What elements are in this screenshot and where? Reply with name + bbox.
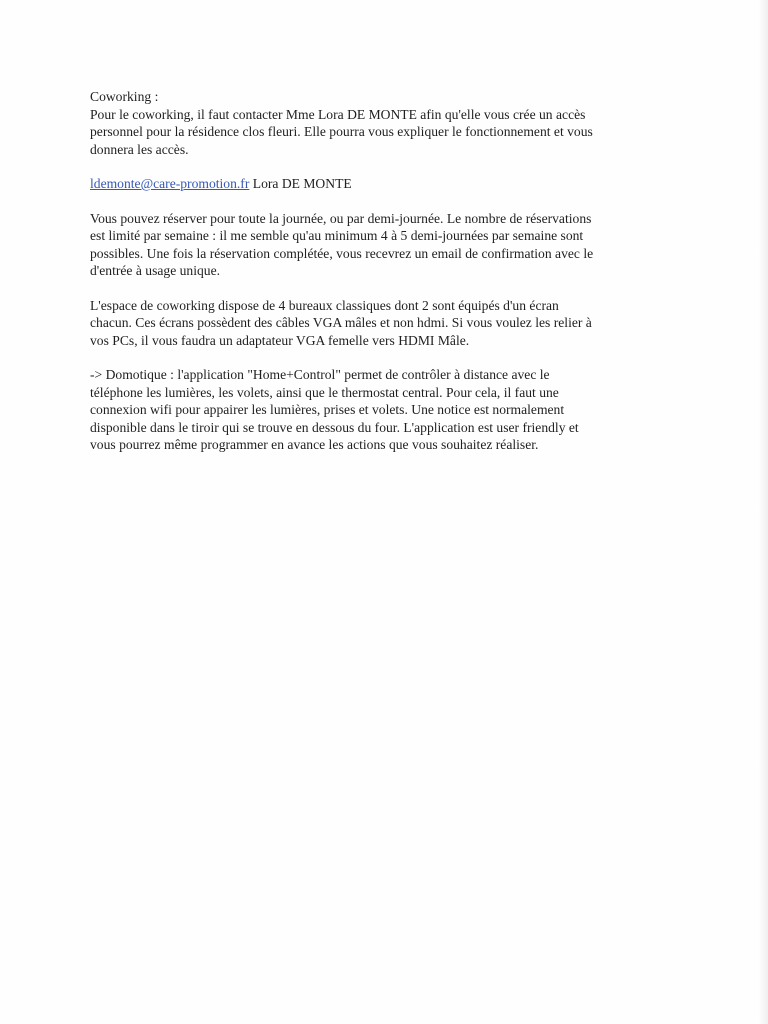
text-line: Vous pouvez réserver pour toute la journée, ou par demi-journée. Le nombre de réservations [90,210,592,226]
text-line: vous pourrez même programmer en avance les actions que vous souhaitez réaliser. [90,437,539,452]
text-line: Pour le coworking, il faut contacter Mme Lora DE MONTE afin qu'elle vous crée un accès [90,106,586,122]
document-body [90,88,670,471]
text-line: -> Domotique : l'application "Home+Control" permet de contrôler à distance avec le [90,367,550,382]
text-line: donnera les accès. [90,141,189,157]
contact-name: Lora DE MONTE [252,176,352,191]
text-line: d'entrée à usage unique. [90,263,221,278]
text-line: personnel pour la résidence clos fleuri. Elle pourra vous expliquer le fonctionnement et vous [90,124,593,139]
contact-line [90,175,670,193]
coworking-intro-paragraph [90,88,670,158]
text-line: vos PCs, il vous faudra un adaptateur VGA femelle vers HDMI Mâle. [90,332,470,348]
page-edge-shadow [758,0,768,1024]
reservation-paragraph [90,210,670,280]
domotique-paragraph [90,366,670,454]
text-line: L'espace de coworking dispose de 4 bureaux classiques dont 2 sont équipés d'un écran [90,297,559,313]
text-line: possibles. Une fois la réservation complétée, vous recevrez un email de confirmation avec le [90,245,594,261]
text-line: connexion wifi pour appairer les lumières, prises et volets. Une notice est normalement [90,402,565,417]
equipment-paragraph [90,297,670,350]
text-line: disponible dans le tiroir qui se trouve en dessous du four. L'application est user friendly et [90,419,579,435]
text-line: chacun. Ces écrans possèdent des câbles VGA mâles et non hdmi. Si vous voulez les relier à [90,315,592,330]
text-line: est limité par semaine : il me semble qu'au minimum 4 à 5 demi-journées par semaine sont [90,228,584,243]
section-heading: Coworking : [90,89,159,104]
text-line: téléphone les lumières, les volets, ainsi que le thermostat central. Pour cela, il faut une [90,384,559,400]
contact-email-link[interactable]: ldemonte@care-promotion.fr [90,176,250,191]
